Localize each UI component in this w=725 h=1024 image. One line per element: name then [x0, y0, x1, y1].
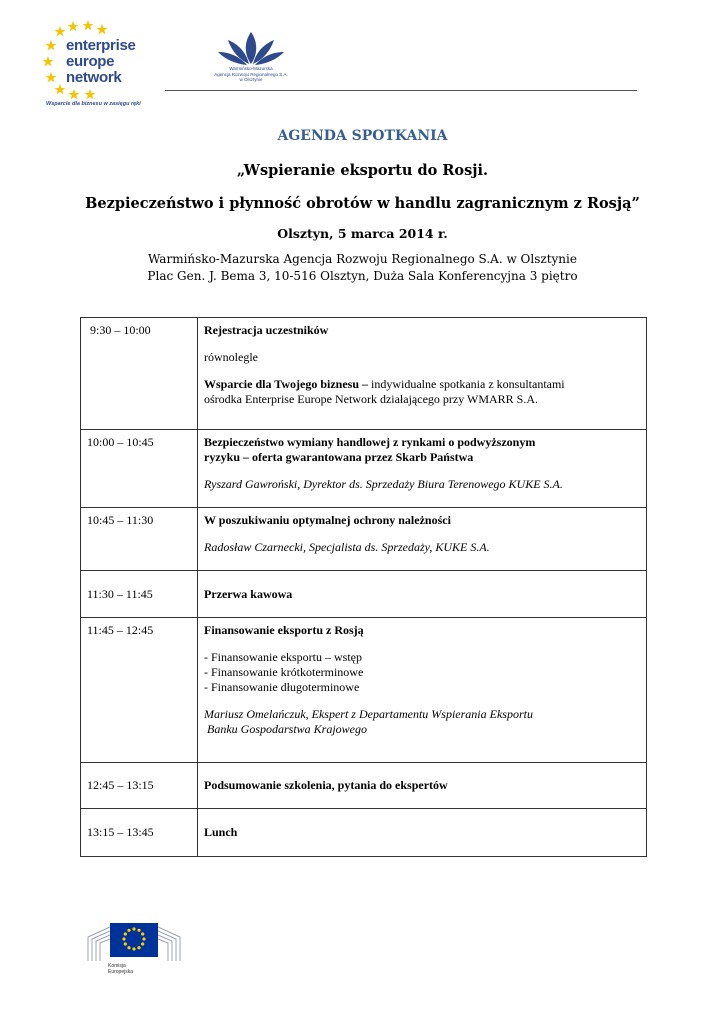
session-subtitle-text: indywidualne spotkania z konsultantami: [368, 377, 565, 391]
session-speaker: Radosław Czarnecki, Specjalista ds. Sprzedaży, KUKE S.A.: [204, 540, 490, 554]
european-commission-logo-icon: [86, 917, 182, 963]
session-title: Finansowanie eksportu z Rosją: [204, 623, 364, 637]
session-details: [198, 508, 647, 571]
een-logo-word-europe: europe: [66, 53, 115, 70]
session-note: równolegle: [204, 350, 258, 364]
session-details: [198, 430, 647, 508]
table-row: [81, 809, 647, 857]
session-time: 10:45 – 11:30: [81, 508, 198, 571]
een-logo-word-network: network: [66, 69, 122, 86]
table-row: [81, 430, 647, 508]
event-title-line-2: Bezpieczeństwo i płynność obrotów w handlu zagranicznym z Rosją”: [85, 195, 640, 212]
list-item: - Finansowanie długoterminowe: [204, 680, 360, 694]
european-commission-logo: [86, 917, 182, 982]
enterprise-europe-network-logo: [40, 18, 170, 113]
table-row: [81, 318, 647, 430]
list-item: - Finansowanie eksportu – wstęp: [204, 650, 362, 664]
session-time: 11:30 – 11:45: [81, 571, 198, 618]
session-title: ryzyku – oferta gwarantowana przez Skarb Państwa: [204, 450, 474, 464]
een-logo-word-enterprise: enterprise: [66, 37, 136, 54]
session-title: Bezpieczeństwo wymiany handlowej z rynkami o podwyższonym: [204, 435, 536, 449]
eu-logo-caption: [108, 963, 133, 975]
session-time: 9:30 – 10:00: [81, 318, 198, 430]
session-title: Lunch: [204, 825, 238, 839]
session-details: [198, 318, 647, 430]
table-row: [81, 763, 647, 809]
session-details: [198, 763, 647, 809]
session-time: 11:45 – 12:45: [81, 618, 198, 763]
venue-name: Warmińsko-Mazurska Agencja Rozwoju Regionalnego S.A. w Olsztynie: [148, 252, 577, 266]
header-divider: [165, 90, 637, 91]
session-details: [198, 809, 647, 857]
session-speaker: Mariusz Omelańczuk, Ekspert z Departamentu Wspierania Eksportu: [204, 707, 533, 721]
wmarr-logo-line: Warmińsko-Mazurska: [229, 66, 273, 71]
eu-logo-caption-line: Europejska: [108, 969, 134, 975]
table-row: [81, 618, 647, 763]
wmarr-logo-line: Agencja Rozwoju Regionalnego S.A.: [214, 71, 288, 77]
session-subtitle-text: ośrodka Enterprise Europe Network działającego przy WMARR S.A.: [204, 392, 539, 406]
table-row: [81, 508, 647, 571]
session-speaker: Banku Gospodarstwa Krajowego: [204, 722, 368, 736]
session-time: 10:00 – 10:45: [81, 430, 198, 508]
event-title-line-1: „Wspieranie eksportu do Rosji.: [236, 162, 489, 179]
venue-address: Plac Gen. J. Bema 3, 10-516 Olsztyn, Duża Sala Konferencyjna 3 piętro: [147, 269, 578, 283]
session-time: 12:45 – 13:15: [81, 763, 198, 809]
session-details: [198, 618, 647, 763]
session-title: W poszukiwaniu optymalnej ochrony należności: [204, 513, 451, 527]
session-title: Podsumowanie szkolenia, pytania do ekspertów: [204, 778, 448, 792]
list-item: - Finansowanie krótkoterminowe: [204, 665, 364, 679]
wmarr-logo: [206, 30, 296, 92]
eu-logo-caption-line: Komisja: [108, 963, 126, 969]
een-logo-tagline: Wsparcie dla biznesu w zasięgu ręki: [46, 101, 141, 107]
event-date: Olsztyn, 5 marca 2014 r.: [277, 226, 448, 241]
session-time: 13:15 – 13:45: [81, 809, 198, 857]
agenda-heading: AGENDA SPOTKANIA: [277, 128, 448, 144]
wmarr-logo-text: [206, 66, 296, 83]
session-speaker: Ryszard Gawroński, Dyrektor ds. Sprzedaży Biura Terenowego KUKE S.A.: [204, 477, 563, 491]
agenda-table: [80, 317, 647, 857]
session-details: [198, 571, 647, 618]
table-row: [81, 571, 647, 618]
session-subtitle-line: [204, 377, 646, 392]
wmarr-logo-line: w Olsztynie: [239, 77, 263, 82]
session-title: Rejestracja uczestników: [204, 323, 329, 337]
session-subtitle: Wsparcie dla Twojego biznesu –: [204, 377, 369, 391]
wmarr-flower-icon: [206, 30, 296, 66]
session-title: Przerwa kawowa: [204, 586, 293, 601]
